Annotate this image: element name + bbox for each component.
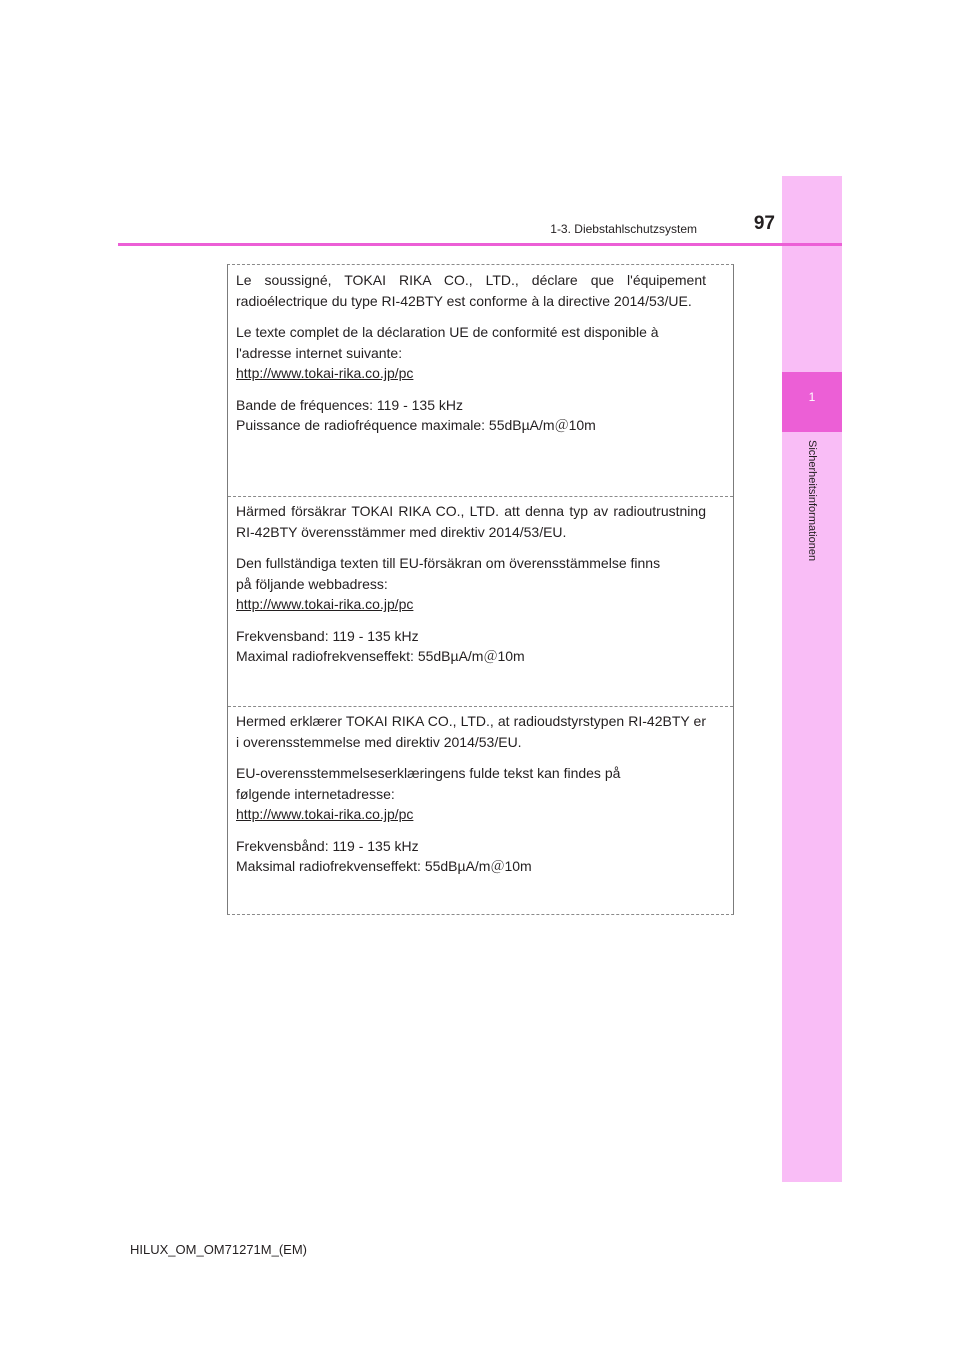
block-separator [228, 496, 733, 497]
fulltext-paragraph [236, 322, 706, 384]
power-text: Maksimal radiofrekvenseffekt: 55dBµA/m＠10m [236, 858, 532, 874]
fulltext-line: Den fullständiga texten till EU-försäkran om överensstämmelse finns [236, 555, 661, 571]
frequency-text: Frekvensbånd: 119 - 135 kHz [236, 837, 419, 854]
section-title: 1-3. Diebstahlschutzsystem [550, 222, 697, 236]
power-text: Puissance de radiofréquence maximale: 55dBµA/m＠10m [236, 417, 596, 433]
page-number: 97 [753, 213, 775, 234]
declaration-block-swedish [228, 501, 733, 667]
declaration-text: Härmed försäkrar TOKAI RIKA CO., LTD. att denna typ av radioutrustning RI-42BTY överensstämmer med direktiv 2014/53/EU. [236, 503, 706, 540]
chapter-number-box [782, 372, 842, 432]
fulltext-line: EU-overensstemmelseserklæringens fulde tekst kan findes på [236, 765, 621, 781]
fulltext-line: følgende internetadresse: [236, 785, 395, 802]
chapter-number: 1 [808, 390, 816, 404]
fulltext-line: på följande webbadress: [236, 575, 388, 592]
fulltext-paragraph [236, 763, 706, 825]
declaration-block-french [228, 270, 733, 436]
frequency-text: Bande de fréquences: 119 - 135 kHz [236, 396, 464, 413]
declaration-url-link[interactable]: http://www.tokai-rika.co.jp/pc [236, 806, 414, 822]
chapter-side-tab [782, 176, 842, 1182]
frequency-paragraph [236, 626, 706, 667]
frequency-paragraph [236, 836, 706, 877]
chapter-title [782, 440, 842, 640]
header-rule [118, 243, 842, 246]
manual-code-footer: HILUX_OM_OM71271M_(EM) [130, 1242, 307, 1257]
block-separator [228, 706, 733, 707]
declaration-block-danish [228, 711, 733, 877]
declaration-text: Le soussigné, TOKAI RIKA CO., LTD., déclare que l'équipement radioélectrique du type RI-42BTY est conforme à la directive 2014/53/UE. [236, 272, 706, 309]
frequency-paragraph [236, 395, 706, 436]
chapter-title-text: Sicherheitsinformationen [806, 440, 818, 562]
fulltext-line: Le texte complet de la déclaration UE de conformité est disponible à [236, 324, 659, 340]
fulltext-paragraph [236, 553, 706, 615]
declaration-text: Hermed erklærer TOKAI RIKA CO., LTD., at radioudstyrstypen RI-42BTY er i overensstemmelse med direktiv 2014/53/EU. [236, 713, 706, 750]
fulltext-line: l'adresse internet suivante: [236, 344, 403, 361]
declaration-url-link[interactable]: http://www.tokai-rika.co.jp/pc [236, 365, 414, 381]
declaration-url-link[interactable]: http://www.tokai-rika.co.jp/pc [236, 596, 414, 612]
power-text: Maximal radiofrekvenseffekt: 55dBµA/m＠10m [236, 648, 525, 664]
frequency-text: Frekvensband: 119 - 135 kHz [236, 627, 419, 644]
declaration-box [227, 264, 734, 915]
